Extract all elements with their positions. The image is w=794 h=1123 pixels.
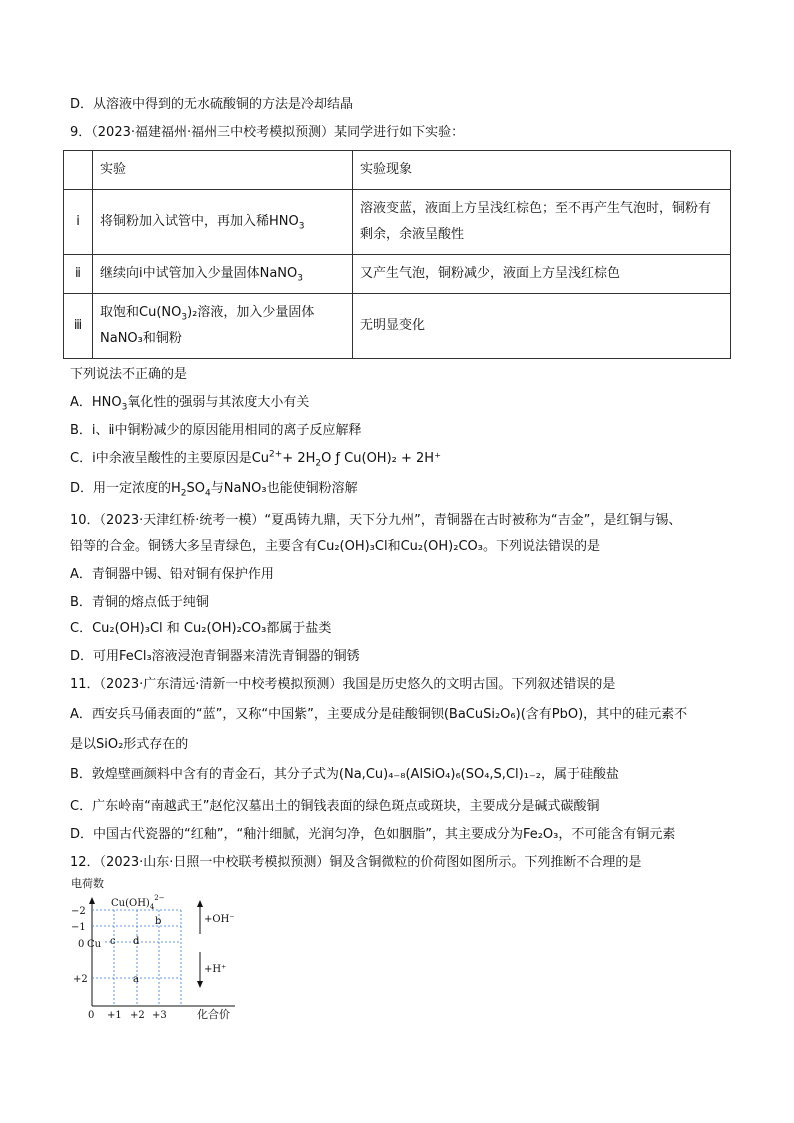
q9-prompt: 下列说法不正确的是 xyxy=(70,367,188,382)
cu-label: Cu xyxy=(87,939,102,950)
row-number: ⅲ xyxy=(64,294,93,359)
q11-option-d: D．中国古代瓷器的“红釉”，“釉汁细腻，光润匀净，色如胭脂”，其主要成分为Fe₂O₃，不可能含有铜元素 xyxy=(70,827,676,842)
valence-charge-diagram xyxy=(65,876,245,1022)
y-tick: −2 xyxy=(71,906,86,917)
species-label: $Cu(OH)_4^{2-}$ xyxy=(111,894,165,911)
row-observation: 无明显变化 xyxy=(353,294,731,359)
q12-stem: 12．（2023·山东·日照一中校联考模拟预测）铜及含铜微粒的价荷图如图所示。下列推断不合理的是 xyxy=(70,855,642,870)
y-tick: +2 xyxy=(73,974,88,985)
y-tick: −1 xyxy=(71,922,86,933)
table-header-experiment: 实验 xyxy=(93,151,353,190)
q11-option-a-line2: 是以SiO₂形式存在的 xyxy=(70,737,189,752)
table-row xyxy=(64,190,731,255)
q9-option-b: B．ⅰ、ⅱ中铜粉减少的原因能用相同的离子反应解释 xyxy=(70,423,362,438)
table-header-blank xyxy=(64,151,93,190)
y-axis-arrow-icon xyxy=(89,897,95,904)
q10-option-c: C．Cu₂(OH)₃Cl 和 Cu₂(OH)₂CO₃都属于盐类 xyxy=(70,621,332,636)
q10-stem-line2: 铅等的合金。铜锈大多呈青绿色，主要含有Cu₂(OH)₃Cl和Cu₂(OH)₂CO₃。下列说法错误的是 xyxy=(70,539,600,554)
point-d: d xyxy=(133,936,140,947)
q10-option-a: A．青铜器中锡、铅对铜有保护作用 xyxy=(70,567,274,582)
row-number: ⅱ xyxy=(64,255,93,294)
table-row xyxy=(64,294,731,359)
arrow-up-label: +OH⁻ xyxy=(204,914,235,925)
q9-experiment-table xyxy=(63,150,731,359)
x-tick: +2 xyxy=(130,1010,145,1021)
q8-option-d: D．从溶液中得到的无水硫酸铜的方法是冷却结晶 xyxy=(70,97,354,112)
q9-option-d: D．用一定浓度的$H_2SO_4$与NaNO₃也能使铜粉溶解 xyxy=(70,481,358,499)
q10-option-b: B．青铜的熔点低于纯铜 xyxy=(70,595,209,610)
point-a: a xyxy=(133,974,139,985)
row-experiment: 取饱和$Cu(NO_3)_2$溶液，加入少量固体NaNO₃和铜粉 xyxy=(93,294,353,359)
x-tick: +1 xyxy=(107,1010,122,1021)
row-observation: 又产生气泡，铜粉减少，液面上方呈浅红棕色 xyxy=(353,255,731,294)
row-experiment: 继续向ⅰ中试管加入少量固体NaNO$_3$ xyxy=(93,255,353,294)
row-experiment: 将铜粉加入试管中，再加入稀$HNO_3$ xyxy=(93,190,353,255)
q9-option-a: A．$HNO_3$氧化性的强弱与其浓度大小有关 xyxy=(70,395,310,413)
x-axis-label: 化合价 xyxy=(197,1008,230,1021)
table-header-observation: 实验现象 xyxy=(353,151,731,190)
arrow-down-label: +H⁺ xyxy=(204,964,227,975)
table-header-row xyxy=(64,151,731,190)
q9-option-c: C．ⅰ中余液呈酸性的主要原因是$Cu^{2+}+ 2H_2O$ ƒ Cu(OH)₂ + 2H⁺ xyxy=(70,449,441,469)
gridlines xyxy=(92,910,181,1006)
y-axis-label: 电荷数 xyxy=(71,877,104,890)
y-tick: 0 xyxy=(78,939,85,950)
point-c: c xyxy=(110,936,116,947)
q11-option-a-line1: A．西安兵马俑表面的“蓝”，又称“中国紫”，主要成分是硅酸铜钡(BaCuSi₂O₆)(含有PbO)，其中的硅元素不 xyxy=(70,707,688,722)
arrow-down-icon xyxy=(197,981,203,988)
q10-stem-line1: 10．（2023·天津红桥·统考一模）“夏禹铸九鼎，天下分九州”，青铜器在古时被称为“吉金”，是红铜与锡、 xyxy=(70,513,682,528)
q11-option-c: C．广东岭南“南越武王”赵佗汉墓出土的铜钱表面的绿色斑点或斑块，主要成分是碱式碳酸铜 xyxy=(70,799,600,814)
q10-option-d: D．可用FeCl₃溶液浸泡青铜器来清洗青铜器的铜锈 xyxy=(70,649,360,664)
x-tick: 0 xyxy=(88,1010,95,1021)
point-b: b xyxy=(155,916,162,927)
arrow-up-icon xyxy=(197,900,203,907)
table-row xyxy=(64,255,731,294)
x-tick: +3 xyxy=(152,1010,167,1021)
row-observation: 溶液变蓝，液面上方呈浅红棕色；至不再产生气泡时，铜粉有剩余，余液呈酸性 xyxy=(353,190,731,255)
q9-stem: 9．（2023·福建福州·福州三中校考模拟预测）某同学进行如下实验： xyxy=(70,125,465,140)
row-number: ⅰ xyxy=(64,190,93,255)
q11-option-b: B．敦煌壁画颜料中含有的青金石，其分子式为(Na,Cu)₄₋₈(AlSiO₄)₆(SO₄,S,Cl)₁₋₂，属于硅酸盐 xyxy=(70,767,619,782)
q11-stem: 11．（2023·广东清远·清新一中校考模拟预测）我国是历史悠久的文明古国。下列叙述错误的是 xyxy=(70,677,616,692)
